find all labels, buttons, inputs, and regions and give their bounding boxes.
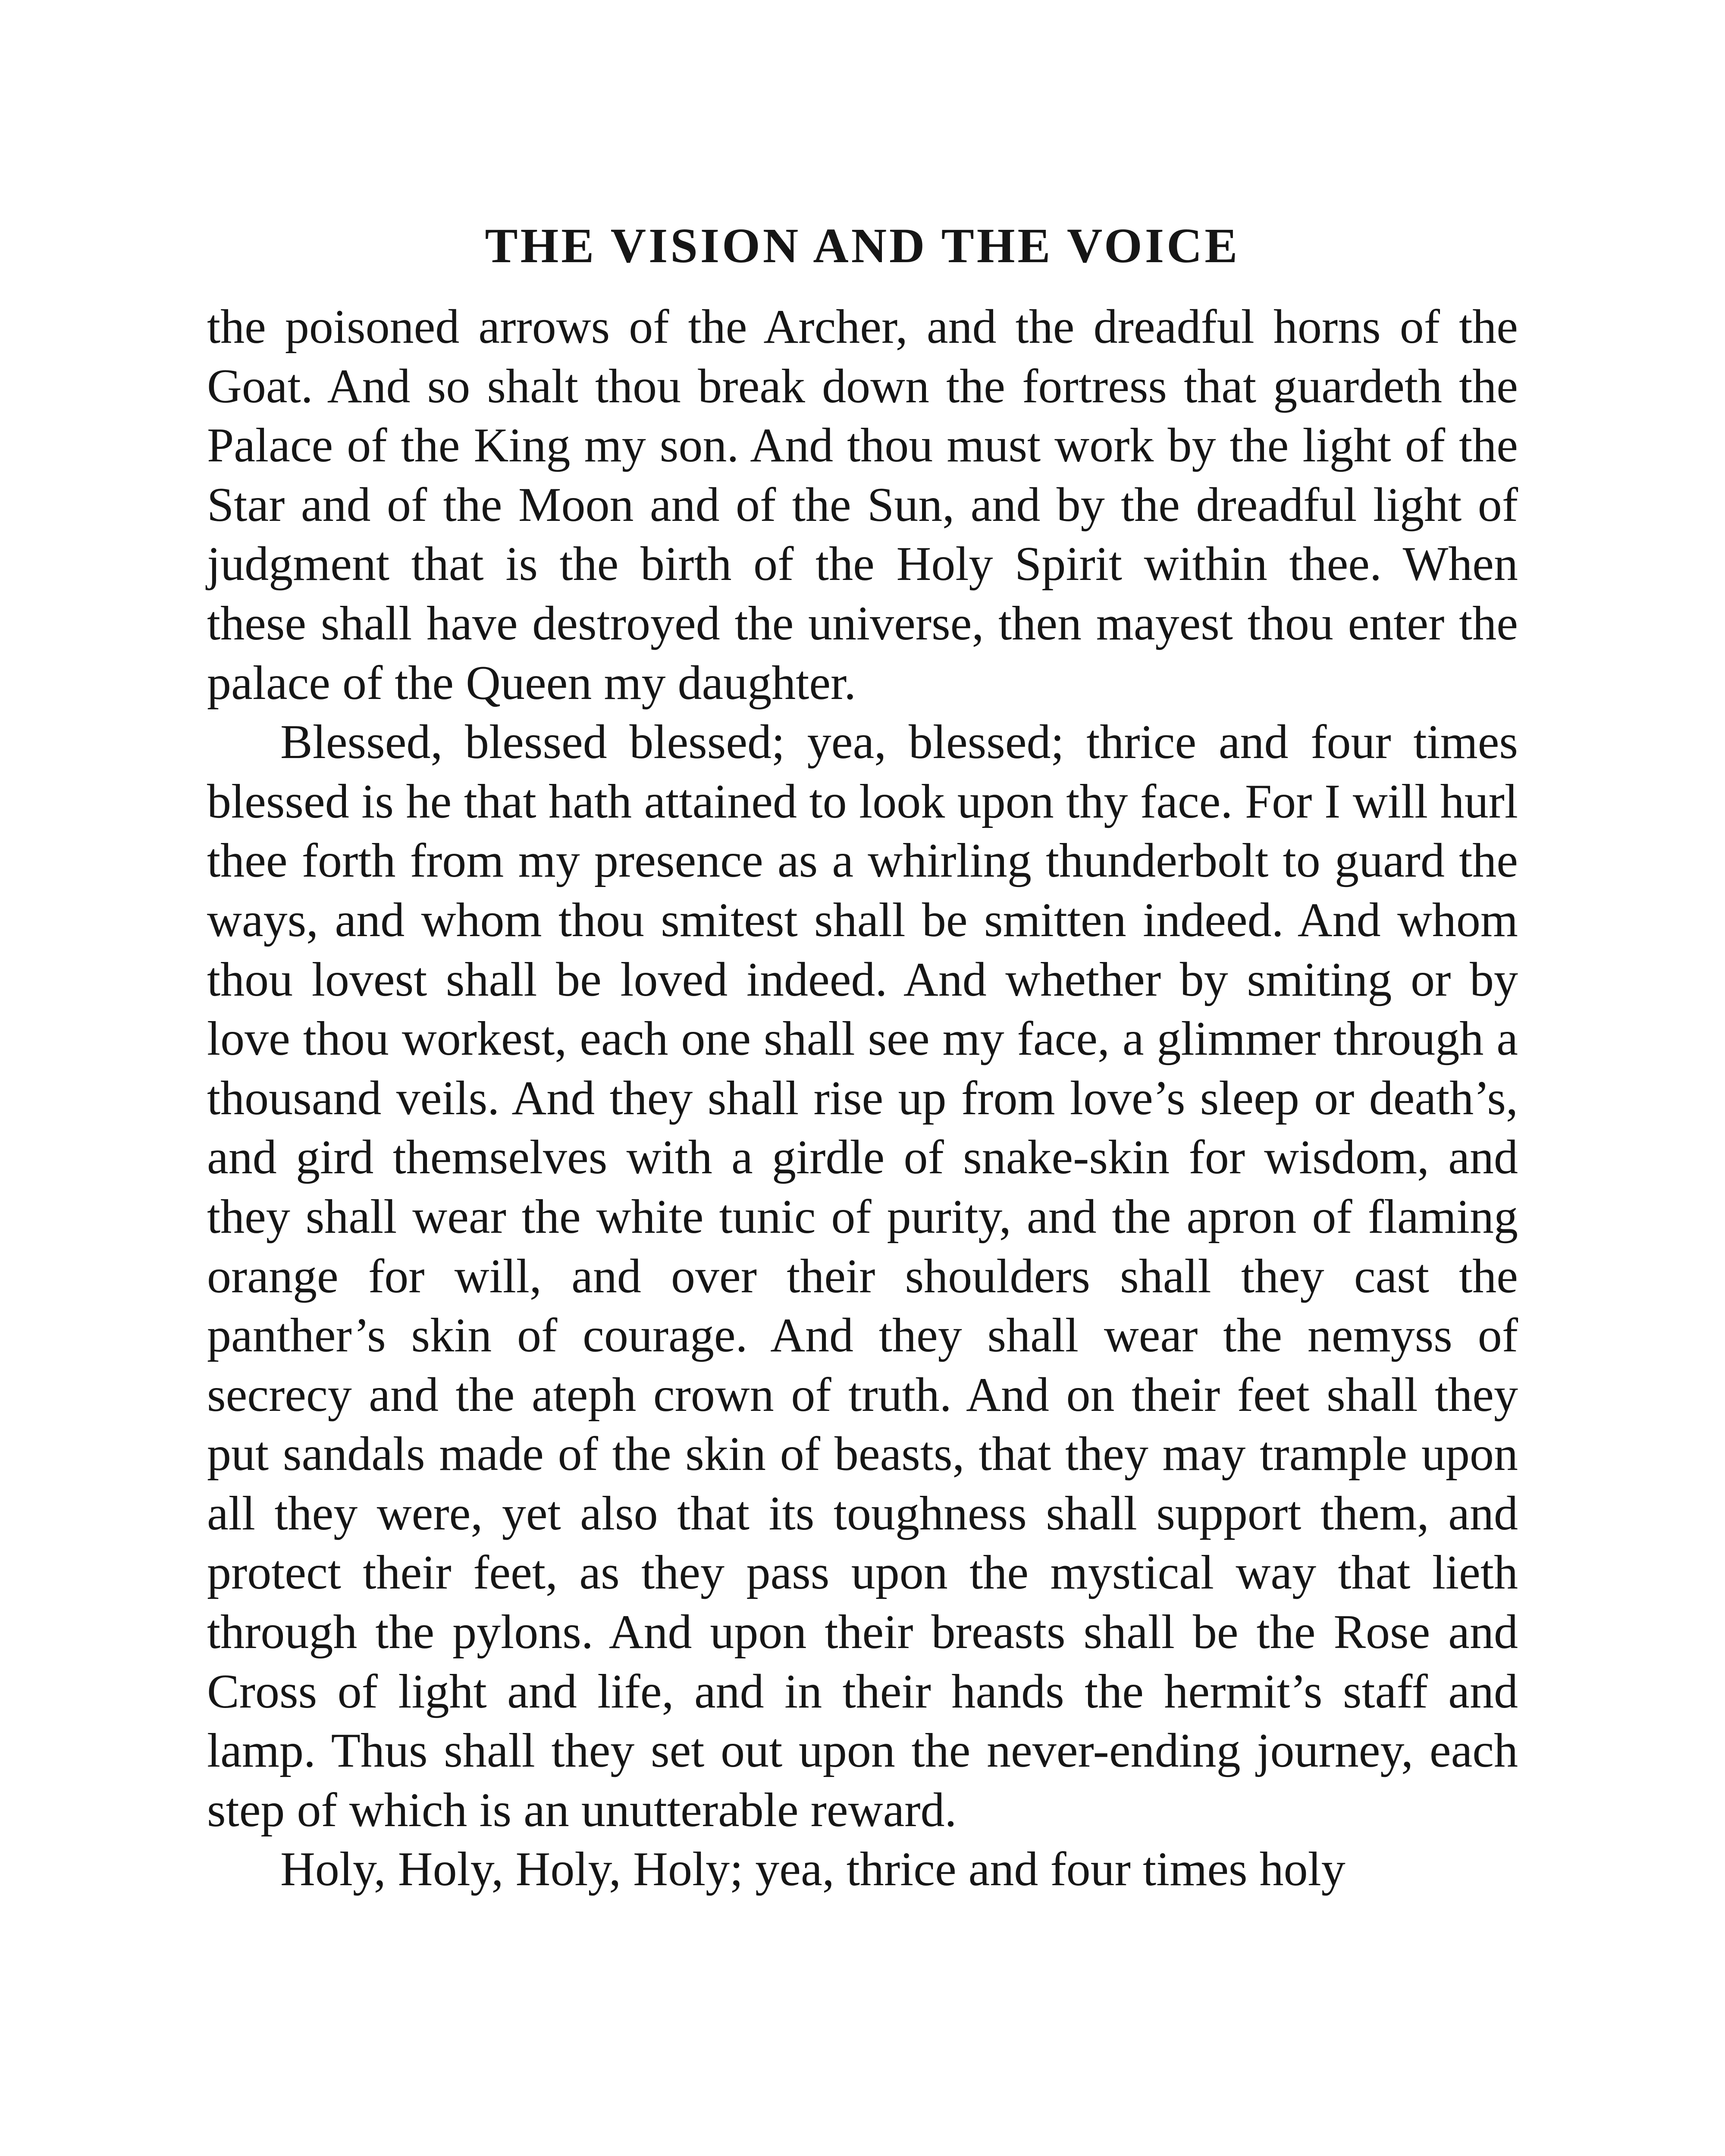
- running-head-title: THE VISION AND THE VOICE: [485, 218, 1240, 273]
- paragraph-blessed: Blessed, blessed blessed; yea, blessed; thrice and four times blessed is he that hath attained to look upon thy face. For I will hurl thee forth from my presence as a whirling thunderbolt to guard the ways, and whom thou smitest shall be smitten indeed. And whom thou lovest shall be loved indeed. And whether by smiting or by love thou workest, each one shall see my face, a glimmer through a thousand veils. And they shall rise up from love’s sleep or death’s, and gird themselves with a girdle of snake-skin for wisdom, and they shall wear the white tunic of purity, and the apron of flaming orange for will, and over their shoulders shall they cast the panther’s skin of courage. And they shall wear the nemyss of secrecy and the ateph crown of truth. And on their feet shall they put sandals made of the skin of beasts, that they may trample upon all they were, yet also that its toughness shall support them, and protect their feet, as they pass upon the mystical way that lieth through the pylons. And upon their breasts shall be the Rose and Cross of light and life, and in their hands the hermit’s staff and lamp. Thus shall they set out upon the never-ending journey, each step of which is an unutterable reward.: [207, 715, 1518, 1837]
- page-number: [1328, 2154, 1518, 2156]
- paragraph-holy: Holy, Holy, Holy, Holy; yea, thrice and four times holy: [280, 1843, 1346, 1896]
- body-text: [207, 298, 1518, 1899]
- paragraph-archer: the poisoned arrows of the Archer, and the dreadful horns of the Goat. And so shalt thou break down the fortress that guardeth the Palace of the King my son. And thou must work by the light of the Star and of the Moon and of the Sun, and by the dreadful light of judgment that is the birth of the Holy Spirit within thee. When these shall have destroyed the universe, then mayest thou enter the palace of the Queen my daughter.: [207, 300, 1518, 710]
